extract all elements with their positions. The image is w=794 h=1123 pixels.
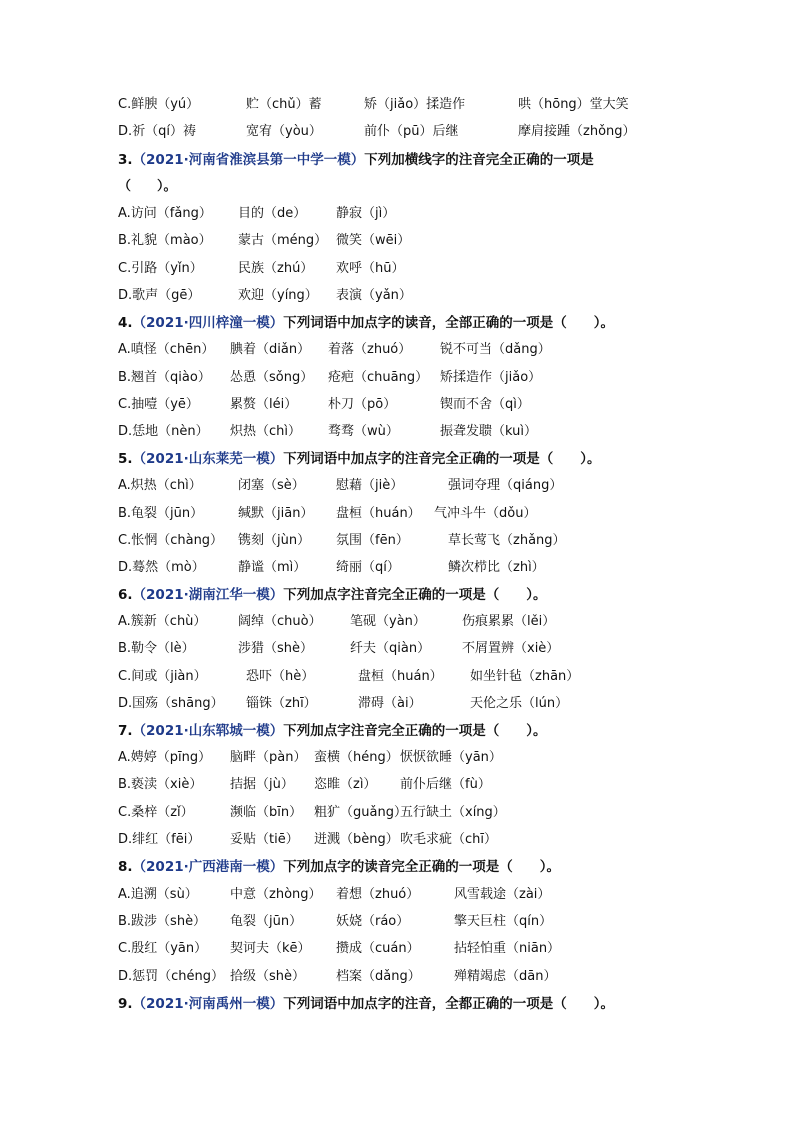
option-cell: B.礼貌（mào） (118, 233, 212, 248)
option-cell: 拾级（shè） (230, 969, 306, 984)
option-cell: 蛮横（héng） (314, 750, 399, 765)
question-source: （2021·四川梓潼一模） (132, 315, 284, 331)
question-text: 下列词语中加点字的注音，全都正确的一项是（ ）。 (283, 996, 614, 1012)
option-cell: C.抽噎（yē） (118, 397, 199, 412)
option-cell: B.龟裂（jūn） (118, 506, 204, 521)
option-cell: 纤夫（qiàn） (350, 641, 431, 656)
option-cell: 腆着（diǎn） (230, 342, 311, 357)
option-cell: 如坐针毡（zhān） (470, 669, 580, 684)
question-text: 下列加点字的读音完全正确的一项是（ ）。 (283, 859, 560, 875)
option-cell: 恣睢（zì） (314, 777, 377, 792)
option-cell: A.簇新（chù） (118, 614, 207, 629)
option-cell: A.炽热（chì） (118, 478, 202, 493)
option-cell: 微笑（wēi） (336, 233, 411, 248)
option-cell: 涉猎（shè） (238, 641, 314, 656)
question-number: 4. (118, 315, 133, 331)
question-number: 6. (118, 587, 133, 603)
option-cell: A.嗔怪（chēn） (118, 342, 215, 357)
option-cell: 前仆（pū）后继 (364, 124, 459, 139)
question-number: 8. (118, 859, 133, 875)
option-cell: B.跋涉（shè） (118, 914, 207, 929)
option-cell: 哄（hōng）堂大笑 (518, 97, 629, 112)
option-cell: 妖娆（ráo） (336, 914, 410, 929)
option-cell: 殚精竭虑（dān） (454, 969, 557, 984)
option-cell: 矫（jiǎo）揉造作 (364, 97, 466, 112)
question-source: （2021·广西港南一模） (132, 859, 284, 875)
option-cell: C.殷红（yān） (118, 941, 208, 956)
question-text: 下列加横线字的注音完全正确的一项是 (364, 152, 594, 168)
option-cell: 濒临（bīn） (230, 805, 303, 820)
option-cell: 着落（zhuó） (328, 342, 412, 357)
option-cell: 脑畔（pàn） (230, 750, 307, 765)
option-cell: 吹毛求疵（chī） (400, 832, 497, 847)
option-cell: D.恁地（nèn） (118, 424, 209, 439)
option-cell: 贮（chǔ）蓄 (246, 97, 322, 112)
option-cell: 前仆后继（fù） (400, 777, 491, 792)
option-cell: B.翘首（qiào） (118, 370, 211, 385)
option-cell: 欢呼（hū） (336, 261, 405, 276)
option-cell: 蒙古（méng） (238, 233, 328, 248)
option-cell: 中意（zhòng） (230, 887, 322, 902)
option-cell: 草长莺飞（zhǎng） (448, 533, 566, 548)
option-cell: 滞碍（ài） (358, 696, 422, 711)
option-cell: C.怅惘（chàng） (118, 533, 224, 548)
question-text: 下列加点字注音完全正确的一项是（ ）。 (283, 587, 547, 603)
option-cell: 炽热（chì） (230, 424, 301, 439)
option-cell: C.间或（jiàn） (118, 669, 207, 684)
option-cell: 盘桓（huán） (358, 669, 443, 684)
question-source: （2021·山东莱芜一模） (132, 451, 284, 467)
option-cell: 契诃夫（kē） (230, 941, 311, 956)
question-text: 下列词语中加点字的读音，全部正确的一项是（ ）。 (283, 315, 614, 331)
option-cell: 摩肩接踵（zhǒng） (518, 124, 636, 139)
option-cell: B.勒令（lè） (118, 641, 195, 656)
option-cell: 宽宥（yòu） (246, 124, 322, 139)
question-header (118, 149, 594, 171)
question-continuation: （ ）。 (118, 179, 177, 194)
option-cell: A.访问（fǎng） (118, 206, 212, 221)
option-cell: 表演（yǎn） (336, 288, 412, 303)
option-cell: 妥贴（tiē） (230, 832, 299, 847)
option-cell: 矫揉造作（jiǎo） (440, 370, 542, 385)
option-cell: 恐吓（hè） (246, 669, 315, 684)
option-cell: 慰藉（jiè） (336, 478, 404, 493)
option-cell: A.追溯（sù） (118, 887, 198, 902)
option-cell: 粗犷（guǎng） (314, 805, 407, 820)
option-cell: 天伦之乐（lún） (470, 696, 569, 711)
option-cell: 龟裂（jūn） (230, 914, 303, 929)
option-cell: C.引路（yǐn） (118, 261, 203, 276)
question-header (118, 312, 614, 334)
question-number: 9. (118, 996, 133, 1012)
option-cell: D.绯红（fēi） (118, 832, 201, 847)
option-cell: D.蓦然（mò） (118, 560, 205, 575)
option-cell: 氛围（fēn） (336, 533, 409, 548)
option-cell: 恹恹欲睡（yān） (400, 750, 502, 765)
option-cell: 鳞次栉比（zhì） (448, 560, 545, 575)
option-cell: D.国殇（shāng） (118, 696, 224, 711)
question-source: （2021·山东郓城一模） (132, 723, 284, 739)
option-cell: 档案（dǎng） (336, 969, 421, 984)
option-cell: 静谧（mì） (238, 560, 307, 575)
question-text: 下列词语中加点字的注音完全正确的一项是（ ）。 (283, 451, 601, 467)
option-cell: 伤痕累累（lěi） (462, 614, 556, 629)
option-cell: 攒成（cuán） (336, 941, 420, 956)
question-header (118, 584, 546, 606)
option-cell: D.歌声（gē） (118, 288, 201, 303)
question-header (118, 720, 546, 742)
option-cell: 镌刻（jùn） (238, 533, 311, 548)
option-cell: 骛骛（wù） (328, 424, 399, 439)
option-cell: 迸溅（bèng） (314, 832, 399, 847)
question-number: 7. (118, 723, 133, 739)
option-cell: B.亵渎（xiè） (118, 777, 203, 792)
option-cell: 盘桓（huán） (336, 506, 421, 521)
option-cell: 拮据（jù） (230, 777, 294, 792)
option-cell: 风雪载途（zài） (454, 887, 551, 902)
option-cell: 累赘（léi） (230, 397, 298, 412)
option-cell: C.桑梓（zǐ） (118, 805, 194, 820)
option-cell: 五行缺土（xíng） (400, 805, 506, 820)
option-cell: 静寂（jì） (336, 206, 396, 221)
option-cell: 绮丽（qí） (336, 560, 400, 575)
option-cell: D.惩罚（chéng） (118, 969, 225, 984)
option-cell: 锐不可当（dǎng） (440, 342, 551, 357)
option-cell: 朴刀（pō） (328, 397, 397, 412)
option-cell: 目的（de） (238, 206, 307, 221)
question-number: 5. (118, 451, 133, 467)
option-cell: 民族（zhú） (238, 261, 314, 276)
option-cell: 笔砚（yàn） (350, 614, 426, 629)
option-cell: 欢迎（yíng） (238, 288, 318, 303)
question-source: （2021·湖南江华一模） (132, 587, 284, 603)
option-cell: 疮疤（chuāng） (328, 370, 429, 385)
option-cell: 拈轻怕重（niān） (454, 941, 561, 956)
question-number: 3. (118, 152, 133, 168)
option-cell: 锱铢（zhī） (246, 696, 317, 711)
option-cell: 着想（zhuó） (336, 887, 420, 902)
option-cell: 振聋发聩（kuì） (440, 424, 537, 439)
question-header (118, 993, 614, 1015)
question-text: 下列加点字注音完全正确的一项是（ ）。 (283, 723, 547, 739)
option-cell: 怂恿（sǒng） (230, 370, 314, 385)
option-cell: 锲而不舍（qì） (440, 397, 530, 412)
question-source: （2021·河南省淮滨县第一中学一模） (132, 152, 365, 168)
option-cell: A.娉婷（pīng） (118, 750, 212, 765)
question-source: （2021·河南禹州一模） (132, 996, 284, 1012)
question-header (118, 856, 560, 878)
option-cell: 缄默（jiān） (238, 506, 314, 521)
option-cell: 阔绰（chuò） (238, 614, 322, 629)
question-header (118, 448, 600, 470)
option-cell: 气冲斗牛（dǒu） (434, 506, 537, 521)
option-cell: 不屑置辨（xiè） (462, 641, 560, 656)
option-cell: C.鲜腴（yú） (118, 97, 200, 112)
option-cell: 闭塞（sè） (238, 478, 305, 493)
option-cell: D.祈（qí）祷 (118, 124, 197, 139)
option-cell: 强词夺理（qiáng） (448, 478, 563, 493)
option-cell: 擎天巨柱（qín） (454, 914, 553, 929)
